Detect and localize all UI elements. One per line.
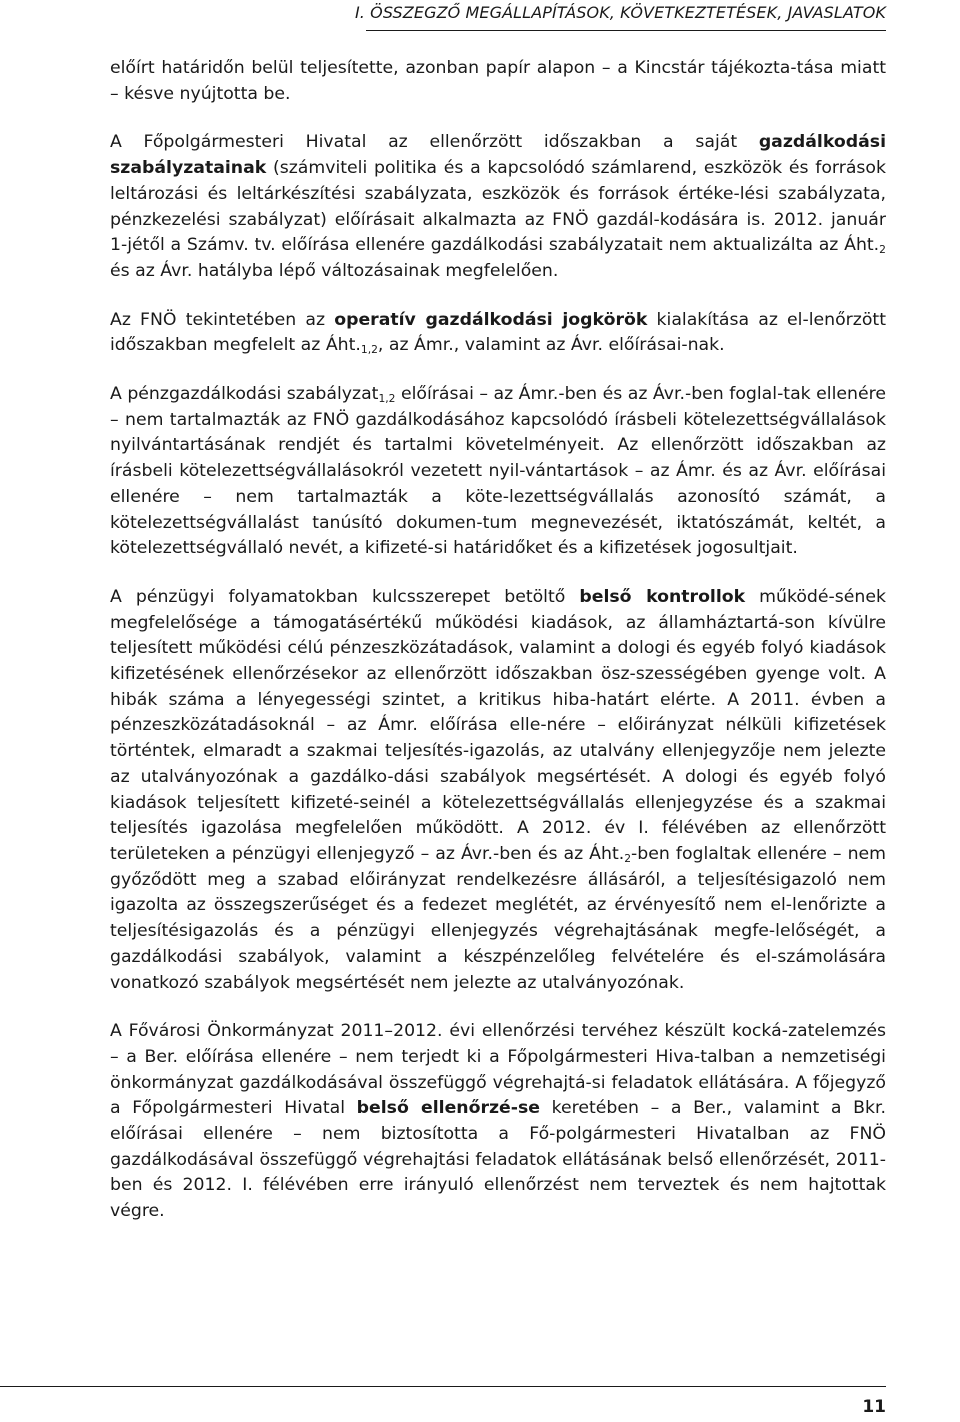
text-run: -ben foglaltak ellenére – nem győződött meg a szabad előirányzat rendelkezésre állásáról, a teljesítésigazoló nem igazolta az összegszerűséget és a fedezet meglétét, az érvényesítő nem el-lenőrizte a teljesítésigazolás és a pénzügyi ellenjegyzés végrehajtásának megfe-lelőségét, a gazdálkodási szabályok, valamint a készpénzelőleg felvételére és el-számolására vonatkozó szabályok megsértését nem jelezte az utalványozónak. (110, 843, 886, 993)
text-run: keretében – a Ber., valamint a Bkr. előírásai ellenére – nem biztosította a Fő-polgármesteri Hivatalban az FNÖ gazdálkodásával összefüggő végrehajtási feladatok ellátásának belső ellenőrzését, 2011-ben és 2012. I. félévében erre irányuló ellenőrzést nem terveztek és nem hajtottak végre. (110, 1098, 887, 1222)
paragraph-3 (110, 308, 886, 359)
page-number: 11 (862, 1397, 886, 1417)
subscript: 1,2 (360, 343, 378, 357)
running-header (0, 0, 960, 34)
text-run: Az FNÖ tekintetében az (110, 309, 335, 330)
paragraph-5 (110, 585, 886, 996)
text-run: A pénzgazdálkodási szabályzat (110, 384, 379, 405)
bold-phrase: gazdálkodási szabályzatainak (110, 132, 886, 179)
text-run: működé-sének megfelelősége a támogatásértékű működési kiadások, az államháztartá-son kívülre teljesített működési célú pénzeszközátadások, valamint a dologi és egyéb folyó kiadások kifizetésének ellenőrzésekor az ellenőrzött időszakban ösz-szességében gyenge volt. A hibák száma a lényegességi szintet, a kritikus hiba-határt elérte. A 2011. évben a pénzeszközátadásoknál – az Ámr. előírása elle-nére – előirányzat nélküli kifizetések történtek, elmaradt a szakmai teljesítés-igazolás, az utalvány ellenjegyzője nem jelezte az utalványozónak a gazdálko-dási szabályok megsértését. A dologi és egyéb folyó kiadások teljesített kifizeté-seinél a kötelezettségvállalás ellenjegyzése és a szakmai teljesítés igazolása megfelelően működött. A 2012. év I. félévében az ellenőrzött területeken a pénzügyi ellenjegyző – az Ávr.-ben és az Áht. (110, 586, 886, 864)
footer-rule (0, 1386, 886, 1387)
header-rule (366, 30, 886, 31)
paragraph-1 (110, 56, 886, 107)
text-run: kialakítása az el-lenőrzött időszakban megfelelt az Áht. (110, 309, 886, 356)
paragraph-2 (110, 130, 886, 284)
text-run: és az Ávr. hatályba lépő változásainak megfelelően. (110, 260, 559, 281)
paragraph-6 (110, 1019, 886, 1225)
text-run: A Főpolgármesteri Hivatal az ellenőrzött időszakban a saját (110, 132, 759, 153)
bold-phrase: operatív gazdálkodási jogkörök (334, 309, 648, 330)
text-run: (számviteli politika és a kapcsolódó számlarend, eszközök és források leltározási és leltárkészítési szabályzata, eszközök és források értéke-lési szabályzata, pénzkezelési szabályzat) előírásait alkalmazta az FNÖ gazdál-kodására is. 2012. január 1-jétől a Számv. tv. előírása ellenére gazdálkodási szabályzatait nem aktualizálta az Áht. (110, 158, 886, 256)
text-run: előírt határidőn belül teljesítette, azonban papír alapon – a Kincstár tájékozta-tása miatt – késve nyújtotta be. (110, 58, 886, 104)
bold-phrase: belső ellenőrzé-se (356, 1098, 540, 1119)
subscript: 2 (879, 243, 886, 257)
text-run: A pénzügyi folyamatokban kulcsszerepet betöltő (110, 586, 580, 607)
subscript: 2 (624, 851, 632, 865)
text-run: , az Ámr., valamint az Ávr. előírásai-nak. (377, 335, 725, 356)
document-body (110, 56, 886, 1225)
subscript: 1,2 (378, 392, 396, 406)
bold-phrase: belső kontrollok (579, 586, 746, 607)
text-run: előírásai – az Ámr.-ben és az Ávr.-ben foglal-tak ellenére – nem tartalmazták az FNÖ gazdálkodásához kapcsolódó írásbeli kötelezettségvállalások nyilvántartásának rendjét és tartalmi követelményeit. Az ellenőrzött időszakban az írásbeli kötelezettségvállalásokról vezetett nyil-vántartások – az Ámr. és az Ávr. előírásai ellenére – nem tartalmazták a köte-lezettségvállalás azonosító számát, a kötelezettségvállalást tanúsító dokumen-tum megnevezését, iktatószámát, keltét, a kötelezettségvállaló nevét, a kifizeté-si határidőket és a kifizetések jogosultjait. (110, 384, 886, 559)
text-run: A Fővárosi Önkormányzat 2011–2012. évi ellenőrzési tervéhez készült kocká-zatelemzés – a Ber. előírása ellenére – nem terjedt ki a Főpolgármesteri Hiva-talban a nemzetiségi önkormányzat gazdálkodásával összefüggő végrehajtá-si feladatok ellátására. A főjegyző a Főpolgármesteri Hivatal (110, 1021, 886, 1119)
paragraph-4 (110, 382, 886, 562)
running-header-title: I. ÖSSZEGZŐ MEGÁLLAPÍTÁSOK, KÖVETKEZTETÉSEK, JAVASLATOK (354, 3, 886, 22)
